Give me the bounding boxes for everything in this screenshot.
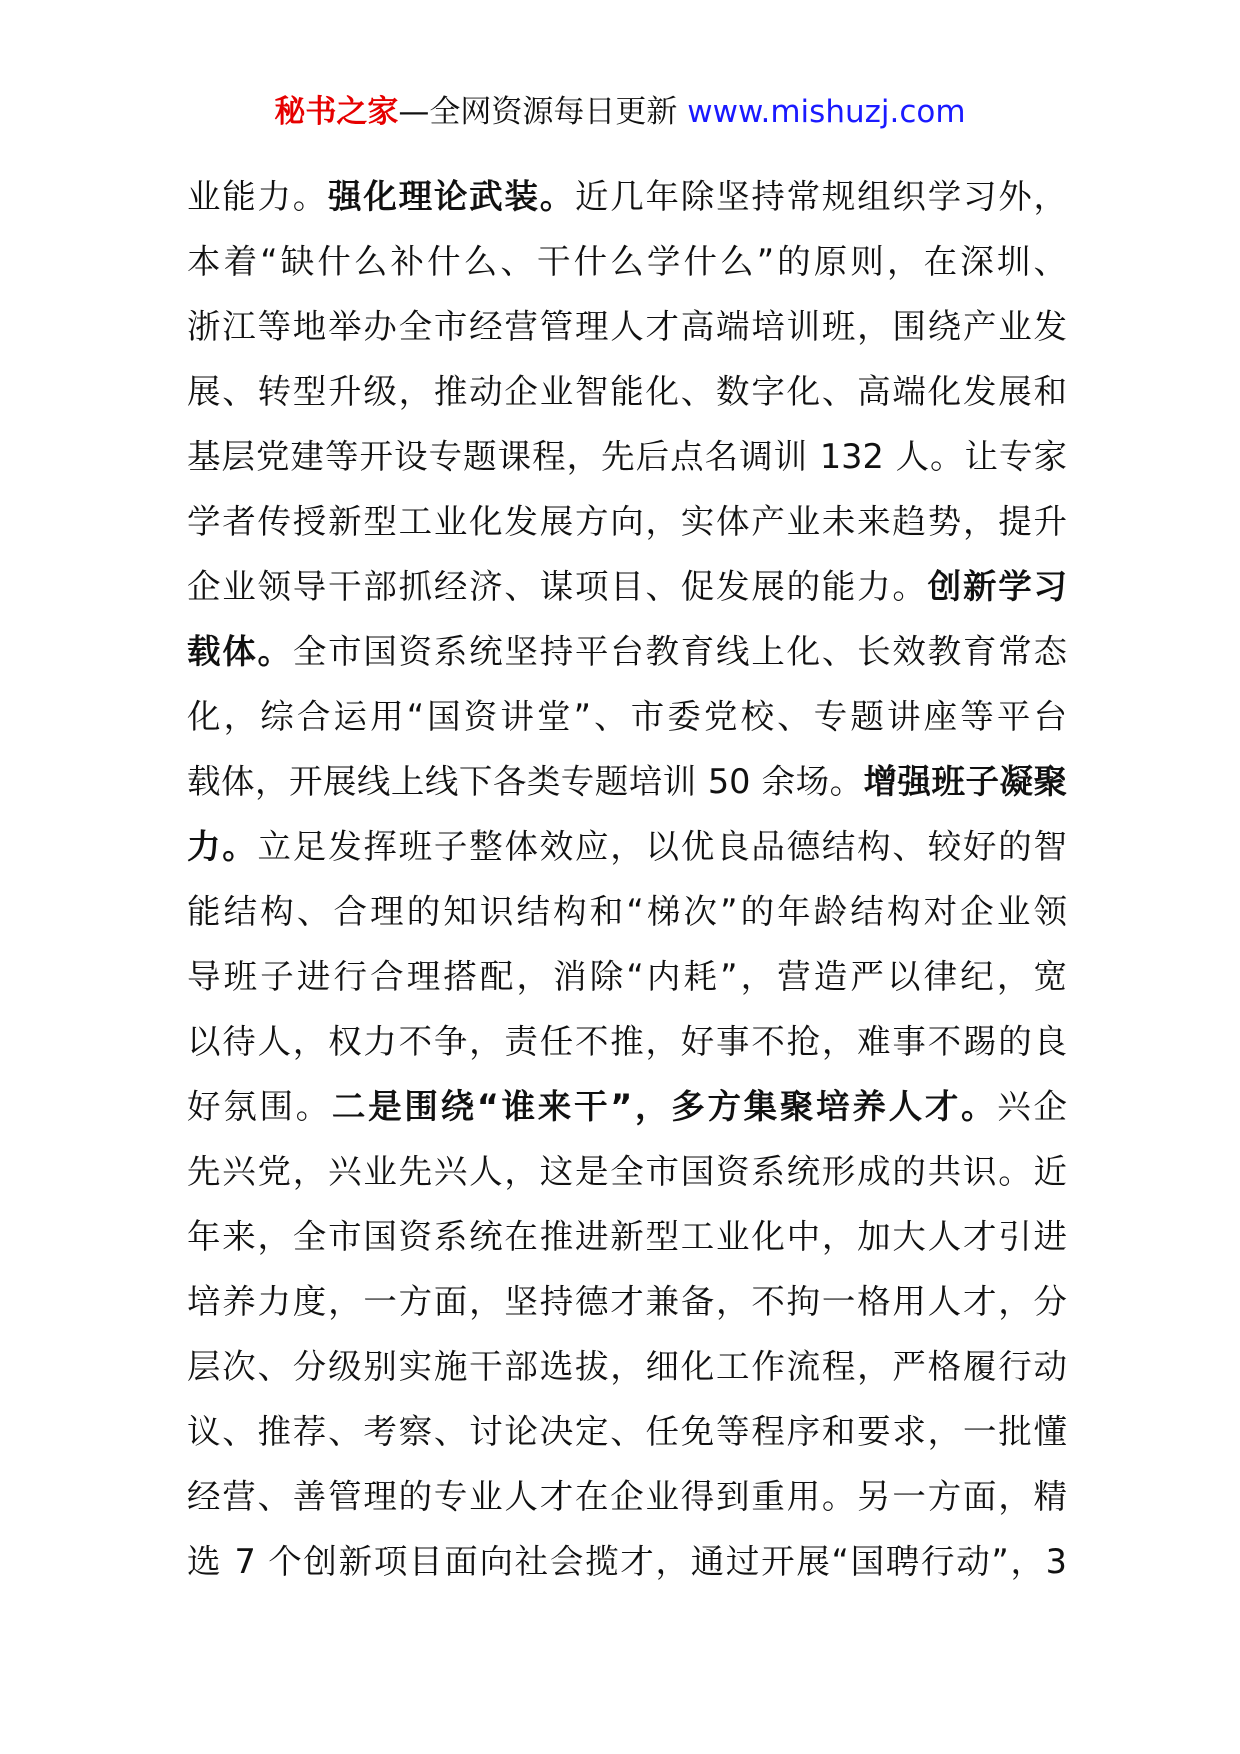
text-run: 基层党建等开设专题课程，先后点名调训 132 人。让专家 [187,437,1067,476]
text-run: 年来，全市国资系统在推进新型工业化中，加大人才引进 [187,1217,1067,1256]
text-line [187,1464,1067,1529]
bold-heading-run: 力。 [187,827,258,866]
text-run: 好氛围。 [187,1087,332,1126]
text-run: 全市国资系统坚持平台教育线上化、长效教育常态 [292,632,1067,671]
text-run: 经营、善管理的专业人才在企业得到重用。另一方面，精 [187,1477,1067,1516]
text-line [187,1334,1067,1399]
text-run: 能结构、合理的知识结构和“梯次”的年龄结构对企业领 [187,892,1067,931]
text-line [187,684,1067,749]
header-tagline: —全网资源每日更新 [398,94,688,130]
bold-heading-run: 增强班子凝聚 [863,762,1067,801]
bold-heading-run: 二是围绕“谁来干”，多方集聚培养人才。 [331,1087,998,1126]
text-line [187,424,1067,489]
text-line [187,164,1067,229]
text-run: 立足发挥班子整体效应，以优良品德结构、较好的智 [257,827,1068,866]
bold-heading-run: 强化理论武装。 [328,177,575,216]
text-run: 本着“缺什么补什么、干什么学什么”的原则，在深圳、 [187,242,1067,281]
text-run: 以待人，权力不争，责任不推，好事不抢，难事不踢的良 [187,1022,1067,1061]
text-line [187,1074,1067,1139]
text-line [187,879,1067,944]
text-run: 兴企 [997,1087,1068,1126]
text-run: 载体，开展线上线下各类专题培训 50 余场。 [187,762,864,801]
text-line [187,1399,1067,1464]
text-line [187,359,1067,424]
text-run: 培养力度，一方面，坚持德才兼备，不拘一格用人才，分 [187,1282,1067,1321]
bold-heading-run: 创新学习 [927,567,1067,606]
text-line [187,229,1067,294]
text-line [187,294,1067,359]
text-run: 浙江等地举办全市经营管理人才高端培训班，围绕产业发 [187,307,1067,346]
text-line [187,1204,1067,1269]
text-run: 导班子进行合理搭配，消除“内耗”，营造严以律纪，宽 [187,957,1067,996]
text-run: 学者传授新型工业化发展方向，实体产业未来趋势，提升 [187,502,1067,541]
brand-name: 秘书之家 [274,94,399,130]
text-line [187,749,1067,814]
text-run: 展、转型升级，推动企业智能化、数字化、高端化发展和 [187,372,1067,411]
text-run: 近几年除坚持常规组织学习外， [575,177,1068,216]
text-run: 议、推荐、考察、讨论决定、任免等程序和要求，一批懂 [187,1412,1067,1451]
text-line [187,489,1067,554]
text-line [187,1139,1067,1204]
text-line [187,1009,1067,1074]
text-run: 选 7 个创新项目面向社会揽才，通过开展“国聘行动”，3 [187,1542,1067,1581]
text-run: 化，综合运用“国资讲堂”、市委党校、专题讲座等平台 [187,697,1067,736]
document-body [187,164,1067,1594]
text-run: 企业领导干部抓经济、谋项目、促发展的能力。 [187,567,928,606]
text-run: 先兴党，兴业先兴人，这是全市国资系统形成的共识。近 [187,1152,1067,1191]
text-line [187,814,1067,879]
text-line [187,1529,1067,1594]
site-header [0,92,1240,132]
text-run: 层次、分级别实施干部选拔，细化工作流程，严格履行动 [187,1347,1067,1386]
text-line [187,944,1067,1009]
text-run: 业能力。 [187,177,329,216]
text-line [187,554,1067,619]
text-line [187,619,1067,684]
site-url-link[interactable]: www.mishuzj.com [687,94,966,130]
bold-heading-run: 载体。 [187,632,293,671]
text-line [187,1269,1067,1334]
